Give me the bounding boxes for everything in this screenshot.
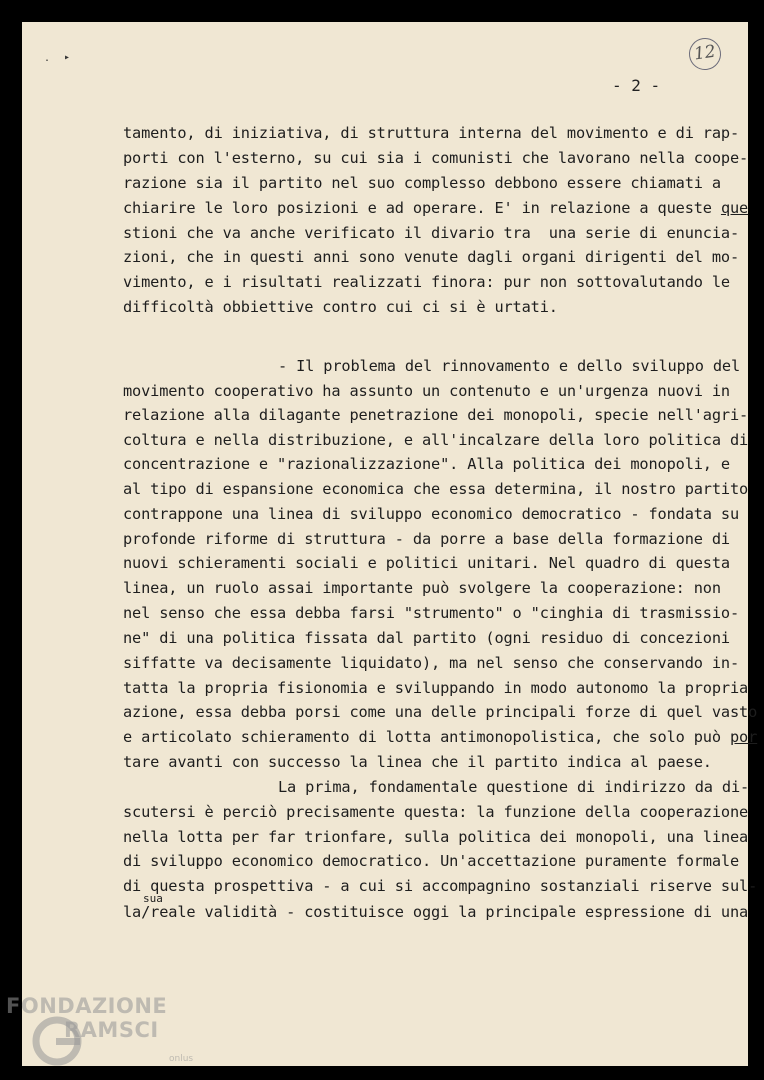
text-line bbox=[123, 654, 739, 672]
line-text: stioni che va anche verificato il divario tra una serie di enuncia- bbox=[123, 224, 740, 242]
text-line bbox=[123, 298, 558, 316]
line-text: difficoltà obbiettive contro cui ci si è urtati. bbox=[123, 298, 558, 316]
line-text: porti con l'esterno, su cui sia i comunisti che lavorano nella coope- bbox=[123, 149, 749, 167]
text-line bbox=[123, 579, 721, 597]
line-text: e articolato schieramento di lotta antimonopolistica, che solo può bbox=[123, 728, 730, 746]
folio-stamp: 12 bbox=[687, 36, 723, 72]
line-text: contrappone una linea di sviluppo economico democratico - fondata su bbox=[123, 505, 740, 523]
line-text: razione sia il partito nel suo complesso debbono essere chiamati a bbox=[123, 174, 721, 192]
line-text: linea, un ruolo assai importante può svolgere la cooperazione: non bbox=[123, 579, 721, 597]
line-text: zioni, che in questi anni sono venute dagli organi dirigenti del mo- bbox=[123, 248, 740, 266]
line-text: chiarire le loro posizioni e ad operare. E' in relazione a queste bbox=[123, 199, 721, 217]
page-number: - 2 - bbox=[612, 76, 661, 95]
text-line bbox=[123, 224, 739, 242]
text-line bbox=[278, 357, 740, 375]
text-line bbox=[123, 174, 721, 192]
text-line bbox=[123, 903, 748, 921]
text-line bbox=[123, 505, 739, 523]
line-text: nuovi schieramenti sociali e politici unitari. Nel quadro di questa bbox=[123, 554, 730, 572]
line-text: di questa prospettiva - a cui si accompagnino sostanziali riserve sul- bbox=[123, 877, 758, 895]
line-text: nel senso che essa debba farsi "strumento" o "cinghia di trasmissio- bbox=[123, 604, 740, 622]
interlinear-note: sua bbox=[143, 892, 163, 905]
line-text: - Il problema del rinnovamento e dello sviluppo del bbox=[278, 357, 741, 375]
text-line bbox=[123, 679, 748, 697]
text-line bbox=[123, 382, 730, 400]
line-text: tare avanti con successo la linea che il partito indica al paese. bbox=[123, 753, 712, 771]
line-text: tatta la propria fisionomia e sviluppando in modo autonomo la propria bbox=[123, 679, 749, 697]
line-text: concentrazione e "razionalizzazione". Alla politica dei monopoli, e bbox=[123, 455, 730, 473]
text-line bbox=[123, 149, 748, 167]
line-text: movimento cooperativo ha assunto un contenuto e un'urgenza nuovi in bbox=[123, 382, 730, 400]
watermark-line-1: FONDAZIONE bbox=[6, 994, 168, 1018]
text-line bbox=[123, 803, 748, 821]
text-line bbox=[123, 728, 757, 746]
line-text: scutersi è perciò precisamente questa: la funzione della cooperazione bbox=[123, 803, 749, 821]
text-line bbox=[123, 431, 748, 449]
text-line bbox=[123, 124, 739, 142]
text-line bbox=[123, 248, 739, 266]
line-text: relazione alla dilagante penetrazione dei monopoli, specie nell'agri- bbox=[123, 406, 749, 424]
text-line bbox=[123, 828, 748, 846]
underlined-fragment: que bbox=[720, 199, 749, 217]
line-text: profonde riforme di struttura - da porre a base della formazione di bbox=[123, 530, 730, 548]
text-line bbox=[123, 629, 730, 647]
corner-mark: ▸ bbox=[64, 52, 71, 63]
text-line bbox=[123, 455, 730, 473]
text-line bbox=[123, 877, 757, 895]
text-line bbox=[123, 530, 730, 548]
watermark-line-2: RAMSCI bbox=[64, 1018, 159, 1042]
watermark-url: onlus bbox=[169, 1054, 194, 1064]
line-text: siffatte va decisamente liquidato), ma nel senso che conservando in- bbox=[123, 654, 740, 672]
text-line bbox=[123, 852, 739, 870]
text-line bbox=[123, 199, 748, 217]
text-line bbox=[123, 604, 739, 622]
line-text: coltura e nella distribuzione, e all'incalzare della loro politica di bbox=[123, 431, 749, 449]
text-line bbox=[123, 273, 730, 291]
line-text: azione, essa debba porsi come una delle principali forze di quel vasto bbox=[123, 703, 758, 721]
text-line bbox=[123, 753, 712, 771]
text-line bbox=[278, 778, 749, 796]
line-text: La prima, fondamentale questione di indirizzo da di- bbox=[278, 778, 750, 796]
line-text: nella lotta per far trionfare, sulla politica dei monopoli, una linea bbox=[123, 828, 749, 846]
line-text: la/reale validità - costituisce oggi la principale espressione di una bbox=[123, 903, 749, 921]
text-line bbox=[123, 406, 748, 424]
line-text: vimento, e i risultati realizzati finora: pur non sottovalutando le bbox=[123, 273, 730, 291]
line-text: al tipo di espansione economica che essa determina, il nostro partito bbox=[123, 480, 749, 498]
text-line bbox=[123, 703, 757, 721]
line-text: tamento, di iniziativa, di struttura interna del movimento e di rap- bbox=[123, 124, 740, 142]
text-line bbox=[123, 554, 730, 572]
line-text: ne" di una politica fissata dal partito (ogni residuo di concezioni bbox=[123, 629, 730, 647]
line-text: di sviluppo economico democratico. Un'accettazione puramente formale bbox=[123, 852, 740, 870]
underlined-fragment: por bbox=[730, 728, 758, 746]
corner-mark: . bbox=[44, 53, 51, 64]
text-line bbox=[123, 480, 748, 498]
